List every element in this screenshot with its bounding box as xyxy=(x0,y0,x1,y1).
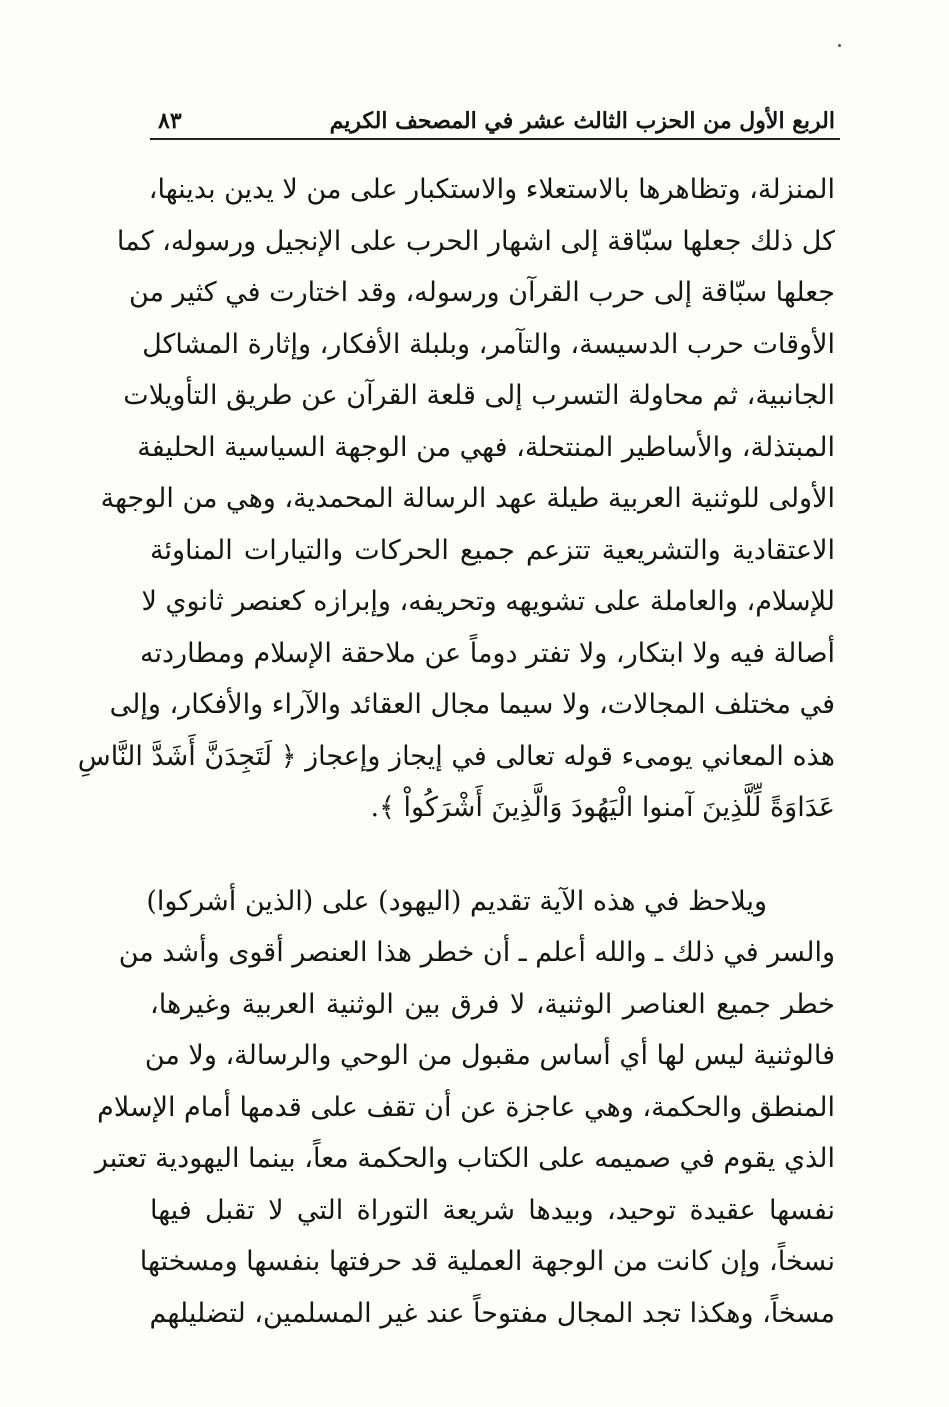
running-header-title: الربع الأول من الحزب الثالث عشر في المصحف الكريم xyxy=(329,108,835,134)
text-line: الذي يقوم في صميمه على الكتاب والحكمة معاً، بينما اليهودية تعتبر xyxy=(94,1143,835,1174)
text-line: الجانبية، ثم محاولة التسرب إلى قلعة القرآن عن طريق التأويلات xyxy=(123,380,835,411)
text-line: أصالة فيه ولا ابتكار، ولا تفتر دوماً عن ملاحقة الإسلام ومطاردته xyxy=(140,637,835,669)
text-line: والسر في ذلك ـ والله أعلم ـ أن خطر هذا العنصر أقوى وأشد من xyxy=(118,937,835,968)
text-line: الأولى للوثنية العربية طيلة عهد الرسالة المحمدية، وهي من الوجهة xyxy=(100,483,835,514)
running-header xyxy=(150,100,835,140)
text-line: جعلها سبّاقة إلى حرب القرآن ورسوله، وقد اختارت في كثير من xyxy=(128,277,835,308)
text-line: المنزلة، وتظاهرها بالاستعلاء والاستكبار على من لا يدين بدينها، xyxy=(148,174,835,205)
text-line: الأوقات حرب الدسيسة، والتآمر، وبلبلة الأفكار، وإثارة المشاكل xyxy=(142,328,835,360)
text-line: نفسها عقيدة توحيد، وبيدها شريعة التوراة التي لا تقبل فيها xyxy=(150,1194,835,1226)
text-line: ويلاحظ في هذه الآية تقديم (اليهود) على (الذين أشركوا) xyxy=(146,885,767,917)
text-line: الاعتقادية والتشريعية تتزعم جميع الحركات والتيارات المناوئة xyxy=(150,534,835,566)
text-line: كل ذلك جعلها سبّاقة إلى اشهار الحرب على الإنجيل ورسوله، كما xyxy=(116,225,835,257)
text-line: فالوثنية ليس لها أي أساس مقبول من الوحي والرسالة، ولا من xyxy=(144,1040,835,1071)
text-line: هذه المعاني يومىء قوله تعالى في إيجاز وإعجاز ﴿ لَتَجِدَنَّ أَشَدَّ النَّاسِ xyxy=(77,740,835,772)
text-line: للإسلام، والعاملة على تشويهه وتحريفه، وإبرازه كعنصر ثانوي لا xyxy=(141,586,835,617)
paragraph-1 xyxy=(77,164,835,834)
text-line: في مختلف المجالات، ولا سيما مجال العقائد والآراء والأفكار، وإلى xyxy=(109,689,835,720)
text-line: مسخاً، وهكذا تجد المجال مفتوحاً عند غير المسلمين، لتضليلهم xyxy=(149,1297,835,1329)
paragraph-gap xyxy=(150,834,835,876)
text-line: المبتذلة، والأساطير المنتحلة، فهي من الوجهة السياسية الحليفة xyxy=(137,431,835,463)
margin-speck xyxy=(838,44,841,47)
text-line: المنطق والحكمة، وهي عاجزة عن أن تقف على قدمها أمام الإسلام xyxy=(97,1091,835,1123)
text-line: خطر جميع العناصر الوثنية، لا فرق بين الوثنية العربية وغيرها، xyxy=(150,988,835,1020)
text-line: عَدَاوَةً لِّلَّذِينَ آمنوا الْيَهُودَ وَالَّذِينَ أَشْرَكُواْ ﴾. xyxy=(370,792,835,823)
page-number: ٨٣ xyxy=(158,108,182,134)
text-line: نسخاً، وإن كانت من الوجهة العملية قد حرفتها بنفسها ومسختها xyxy=(139,1246,835,1277)
page-body xyxy=(77,164,835,1339)
paragraph-2 xyxy=(94,876,835,1340)
header-rule xyxy=(150,138,840,140)
